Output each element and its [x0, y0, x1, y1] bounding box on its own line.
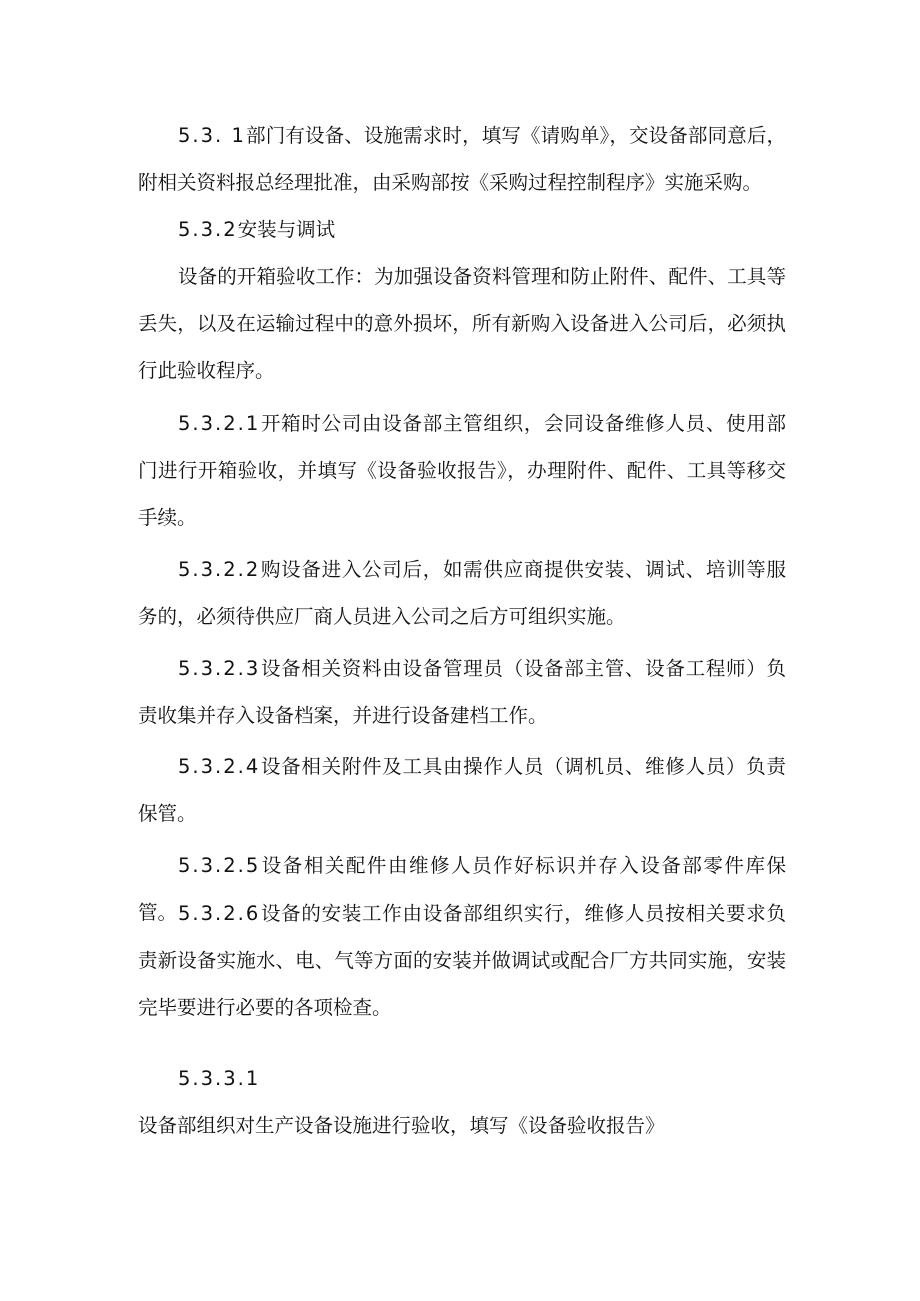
- paragraph-text: 设备的开箱验收工作：为加强设备资料管理和防止附件、配件、工具等丢失，以及在运输过程中的意外损坏，所有新购入设备进入公司后，必须执行此验收程序。: [138, 265, 786, 382]
- section-number: 5.3.3.1: [178, 1067, 261, 1090]
- section-number: 5.3.2: [178, 218, 238, 241]
- section-number: 5.3.2.3: [178, 657, 261, 680]
- paragraph-5-3-2: [138, 206, 786, 253]
- section-number: 5.3.2.5: [178, 854, 261, 877]
- section-number: 5.3. 1: [178, 124, 246, 147]
- paragraph-text: 购设备进入公司后，如需供应商提供安装、调试、培训等服务的，必须待供应厂商人员进入公司之后方可组织实施。: [138, 558, 786, 628]
- paragraph-5-3-2-6: [138, 890, 786, 1031]
- paragraph-5-3-3-1: [138, 1055, 786, 1149]
- section-heading: 安装与调试: [237, 218, 336, 241]
- section-number: 5.3.2.4: [178, 755, 261, 778]
- paragraph-text: 设备的安装工作由设备部组织实行，维修人员按相关要求负责新设备实施水、电、气等方面的安装并做调试或配合厂方共同实施，安装完毕要进行必要的各项检查。: [138, 902, 786, 1019]
- paragraph-5-3-2-2: [138, 546, 786, 640]
- paragraph-5-3-2-1: [138, 400, 786, 541]
- paragraph-text: 开箱时公司由设备部主管组织，会同设备维修人员、使用部门进行开箱验收，并填写《设备验收报告》，办理附件、配件、工具等移交手续。: [138, 412, 786, 529]
- section-number: 5.3.2.1: [178, 412, 261, 435]
- paragraph-5-3-2-4: [138, 743, 786, 837]
- paragraph-text: 设备相关资料由设备管理员（设备部主管、设备工程师）负责收集并存入设备档案，并进行设备建档工作。: [138, 657, 786, 727]
- paragraph-text: 设备部组织对生产设备设施进行验收，填写《设备验收报告》: [138, 1114, 665, 1137]
- paragraph-text: 设备相关附件及工具由操作人员（调机员、维修人员）负责保管。: [138, 755, 786, 825]
- paragraph-unpacking-acceptance: [138, 253, 786, 394]
- section-number: 5.3.2.6: [178, 902, 261, 925]
- paragraph-text: 部门有设备、设施需求时，填写《请购单》，交设备部同意后，附相关资料报总经理批准，由采购部按《采购过程控制程序》实施采购。: [138, 124, 786, 194]
- paragraph-text: 设备相关配件由维修人员作好标识并存入设备部零件库保管。: [138, 854, 786, 924]
- paragraph-5-3-2-3: [138, 645, 786, 739]
- paragraph-5-3-1: [138, 112, 786, 206]
- section-number: 5.3.2.2: [178, 558, 261, 581]
